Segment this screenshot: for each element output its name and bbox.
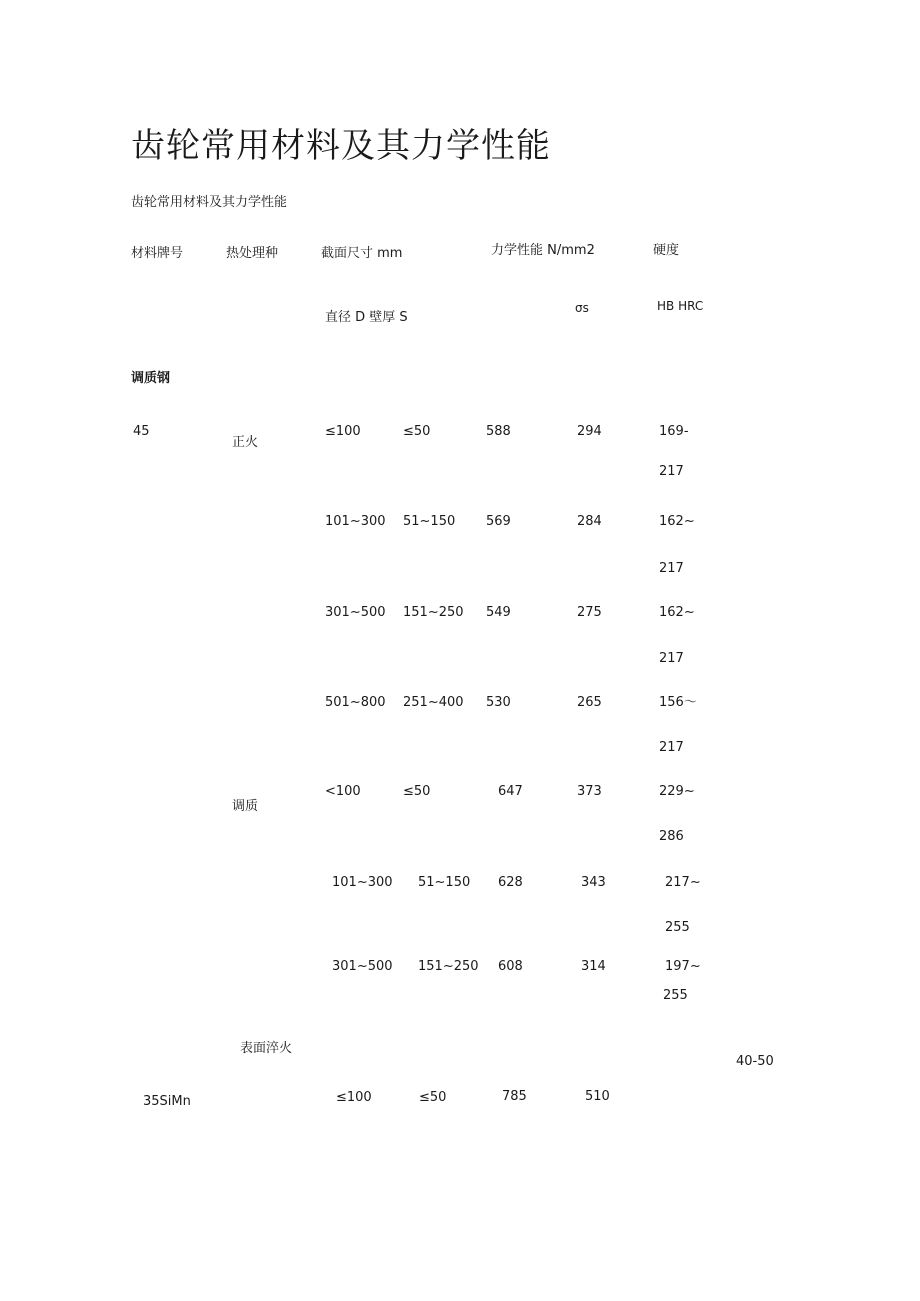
cell-sigma-s: 265 xyxy=(577,695,602,710)
cell-sigma-s: 284 xyxy=(577,514,602,529)
header-heat-treatment: 热处理种 xyxy=(226,246,279,261)
cell-sigma-b: 608 xyxy=(498,959,523,974)
cell-hrc: 40-50 xyxy=(736,1054,774,1069)
cell-diameter: 301~500 xyxy=(332,959,393,974)
cell-wall: ≤50 xyxy=(403,424,431,439)
cell-wall: ≤50 xyxy=(403,784,431,799)
cell-diameter: <100 xyxy=(325,784,361,799)
cell-hb-low: 162~ xyxy=(659,605,695,620)
header-section-size: 截面尺寸 mm xyxy=(321,246,403,261)
cell-sigma-s: 275 xyxy=(577,605,602,620)
cell-diameter: ≤100 xyxy=(325,424,361,439)
cell-treatment: 正火 xyxy=(232,435,259,450)
cell-treatment: 调质 xyxy=(232,799,259,814)
cell-hb-high: 217 xyxy=(659,740,684,755)
cell-diameter: ≤100 xyxy=(336,1090,372,1105)
header-diameter-wall: 直径 D 壁厚 S xyxy=(325,310,408,325)
cell-sigma-b: 785 xyxy=(502,1089,527,1104)
header-sigma-s: σs xyxy=(575,301,589,315)
header-hardness: 硬度 xyxy=(653,243,680,258)
cell-hb-low: 197~ xyxy=(665,959,701,974)
cell-hb-low: 217~ xyxy=(665,875,701,890)
cell-wall: 51~150 xyxy=(403,514,456,529)
cell-treatment: 表面淬火 xyxy=(240,1041,293,1056)
header-hb-hrc: HB HRC xyxy=(657,299,704,313)
cell-hb-low: 156～ xyxy=(659,695,697,710)
cell-sigma-b: 549 xyxy=(486,605,511,620)
cell-hb-high: 255 xyxy=(663,988,688,1003)
cell-sigma-s: 314 xyxy=(581,959,606,974)
header-material: 材料牌号 xyxy=(131,246,184,261)
cell-hb-low: 169- xyxy=(659,424,689,439)
cell-diameter: 501~800 xyxy=(325,695,386,710)
cell-material: 35SiMn xyxy=(143,1094,191,1109)
cell-hb-high: 217 xyxy=(659,464,684,479)
group-label: 调质钢 xyxy=(131,371,171,386)
cell-sigma-s: 343 xyxy=(581,875,606,890)
cell-hb-high: 286 xyxy=(659,829,684,844)
header-mechanical-properties: 力学性能 N/mm2 xyxy=(491,243,595,258)
cell-wall: ≤50 xyxy=(419,1090,447,1105)
cell-wall: 151~250 xyxy=(403,605,464,620)
cell-material: 45 xyxy=(133,424,150,439)
cell-hb-low: 162~ xyxy=(659,514,695,529)
cell-hb-high: 217 xyxy=(659,651,684,666)
document-title: 齿轮常用材料及其力学性能 xyxy=(131,126,551,166)
cell-wall: 51~150 xyxy=(418,875,471,890)
cell-wall: 151~250 xyxy=(418,959,479,974)
cell-diameter: 301~500 xyxy=(325,605,386,620)
cell-hb-high: 217 xyxy=(659,561,684,576)
cell-sigma-s: 373 xyxy=(577,784,602,799)
cell-sigma-b: 530 xyxy=(486,695,511,710)
cell-sigma-b: 588 xyxy=(486,424,511,439)
cell-sigma-s: 510 xyxy=(585,1089,610,1104)
cell-sigma-b: 569 xyxy=(486,514,511,529)
cell-diameter: 101~300 xyxy=(332,875,393,890)
cell-sigma-s: 294 xyxy=(577,424,602,439)
cell-hb-low: 229~ xyxy=(659,784,695,799)
cell-diameter: 101~300 xyxy=(325,514,386,529)
cell-sigma-b: 628 xyxy=(498,875,523,890)
document-subtitle: 齿轮常用材料及其力学性能 xyxy=(131,195,288,210)
cell-wall: 251~400 xyxy=(403,695,464,710)
cell-hb-high: 255 xyxy=(665,920,690,935)
cell-sigma-b: 647 xyxy=(498,784,523,799)
